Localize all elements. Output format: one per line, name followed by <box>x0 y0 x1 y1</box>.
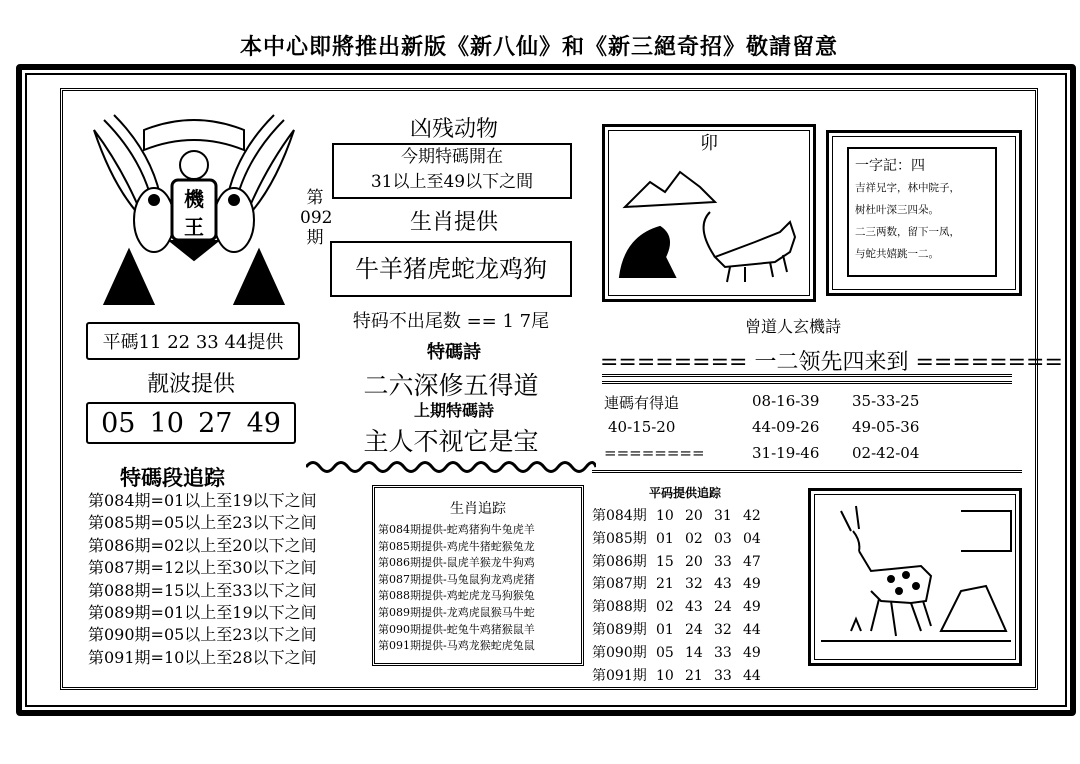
flat-code-line: 平碼11 22 33 44提供 <box>86 322 300 360</box>
wave-heading: 靓波提供 <box>146 371 235 397</box>
tracking-row: 第084期=01以上至19以下之间 <box>88 491 317 510</box>
decorative-border <box>306 458 596 476</box>
zodiac-tracking-row: 第086期提供-鼠虎羊猴龙牛狗鸡 <box>378 556 535 570</box>
combo-grid <box>604 392 1014 462</box>
special-range-box <box>332 143 572 199</box>
zodiac-heading: 生肖提供 <box>409 210 498 235</box>
riddle-poem-title: 一字記：四 <box>855 158 925 174</box>
poem-heading: 特碼詩 <box>427 342 481 363</box>
tracking-row: 第090期=05以上至23以下之间 <box>88 625 317 645</box>
flat-row: 第084期 10 20 31 42 <box>592 508 761 524</box>
flat-code-tracking-title: 平码提供追踪 <box>648 486 721 500</box>
combo-cell: 連碼有得追 <box>604 394 680 412</box>
flat-row: 第091期 10 21 33 44 <box>592 667 761 684</box>
combo-cell: ======== <box>604 444 705 462</box>
tracking-row: 第086期=02以上至20以下之间 <box>88 535 317 555</box>
flat-code-tracking <box>592 484 778 687</box>
double-rule <box>602 374 1012 384</box>
flat-row: 第089期 01 24 32 44 <box>592 621 761 638</box>
monk-poem-line: ======== 一二领先四来到 ======== <box>600 350 1063 375</box>
poem-line: 二六深修五得道 <box>363 371 539 400</box>
riddle-poem-line: 吉祥兄字，林中院子， <box>855 182 960 194</box>
zodiac-tracking-title: 生肖追踪 <box>450 501 506 517</box>
tracking-row: 第087期=12以上至30以下之间 <box>88 558 317 578</box>
tail-line: 特码不出尾数 == 1 7尾 <box>352 311 550 332</box>
machine-king-logo <box>84 110 304 305</box>
flat-row: 第087期 21 32 43 49 <box>592 576 761 593</box>
zodiac-tracking-row: 第090期提供-蛇兔牛鸡猪猴鼠羊 <box>378 622 535 636</box>
riddle-poem-line: 与蛇共嬉跳一二。 <box>855 248 939 260</box>
zodiac-tracking-box <box>372 485 584 666</box>
riddle-poem-box <box>826 130 1022 296</box>
special-range-line1: 今期特碼開在 <box>401 147 503 167</box>
header-notice: 本中心即將推出新版《新八仙》和《新三絕奇招》敬請留意 <box>240 34 839 60</box>
zodiac-tracking-row: 第087期提供-马兔鼠狗龙鸡虎猪 <box>378 572 535 586</box>
riddle-poem-line: 树杜叶深三四朵。 <box>855 204 939 216</box>
tracking-title: 特碼段追踪 <box>120 465 225 490</box>
period-prefix: 第 <box>306 188 324 208</box>
combo-cell: 02-42-04 <box>852 444 920 462</box>
flat-row: 第088期 02 43 24 49 <box>592 599 761 616</box>
combo-cell: 35-33-25 <box>852 392 920 410</box>
special-range-line2: 31以上至49以下之間 <box>370 172 534 192</box>
wave-number: 05 <box>101 407 136 439</box>
tracking-row: 第088期=15以上至33以下之间 <box>88 580 317 600</box>
combo-cell: 40-15-20 <box>608 418 676 436</box>
animal-picture <box>602 124 816 302</box>
prev-poem-heading: 上期特碼詩 <box>413 401 494 420</box>
wave-numbers <box>86 402 296 444</box>
combo-cell: 31-19-46 <box>752 444 820 462</box>
zodiac-tracking-row: 第084期提供-蛇鸡猪狗牛兔虎羊 <box>378 523 535 536</box>
center-title: 凶残动物 <box>409 117 498 142</box>
zodiac-tracking-row: 第089期提供-龙鸡虎鼠猴马牛蛇 <box>378 605 535 619</box>
combo-cell: 49-05-36 <box>852 418 920 436</box>
period-suffix: 期 <box>306 228 324 248</box>
flat-row: 第085期 01 02 03 04 <box>592 530 761 547</box>
period-label <box>300 188 333 248</box>
flat-row: 第090期 05 14 33 49 <box>592 644 761 661</box>
tracking-row: 第089期=01以上至19以下之间 <box>88 603 317 623</box>
deer-picture <box>808 488 1022 666</box>
zodiac-line: 牛羊猪虎蛇龙鸡狗 <box>330 241 572 297</box>
riddle-poem-line: 二三两数，留下一凤， <box>855 226 960 238</box>
wave-number: 10 <box>149 407 184 439</box>
combo-cell: 08-16-39 <box>752 392 820 410</box>
tracking-row: 第085期=05以上至23以下之间 <box>88 513 317 533</box>
section-divider <box>592 470 1022 473</box>
period-number: 092 <box>300 208 333 228</box>
flat-row: 第086期 15 20 33 47 <box>592 553 761 570</box>
tracking-row: 第091期=10以上至28以下之间 <box>88 647 317 667</box>
tracking-list <box>88 490 317 669</box>
wave-number: 27 <box>198 407 233 439</box>
picture-label: 卯 <box>700 133 718 154</box>
wave-number: 49 <box>246 407 281 439</box>
monk-poem-title: 曾道人玄機詩 <box>745 317 842 336</box>
zodiac-tracking-row: 第091期提供-马鸡龙猴蛇虎兔鼠 <box>378 639 535 653</box>
logo-text-main: 王 <box>184 215 204 239</box>
zodiac-tracking-row: 第085期提供-鸡虎牛猪蛇猴兔龙 <box>378 539 535 553</box>
zodiac-tracking-row: 第088期提供-鸡蛇虎龙马狗猴兔 <box>378 589 535 603</box>
logo-text-top: 機 <box>184 187 204 211</box>
combo-cell: 44-09-26 <box>752 418 820 436</box>
prev-poem-line: 主人不视它是宝 <box>363 427 539 456</box>
